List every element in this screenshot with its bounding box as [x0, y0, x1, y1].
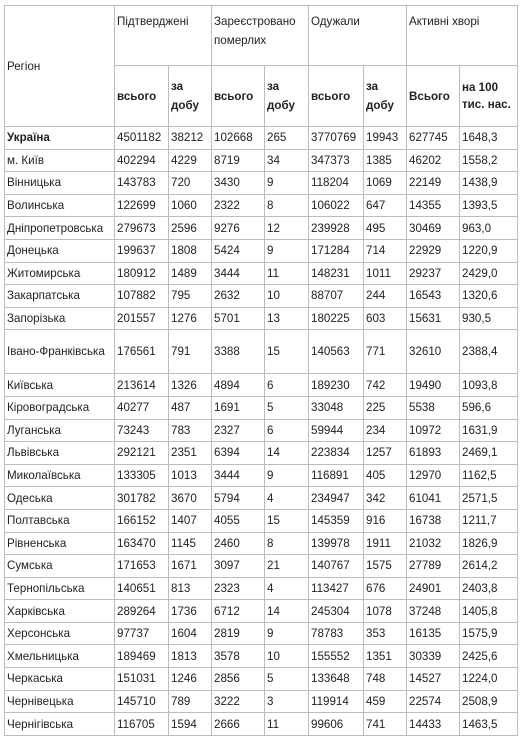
- value-cell: 1558,2: [460, 149, 518, 172]
- value-cell: 1463,5: [460, 713, 518, 736]
- table-row: [5, 285, 518, 308]
- value-cell: 133305: [115, 464, 169, 487]
- value-cell: 8: [265, 532, 309, 555]
- value-cell: 289264: [115, 600, 169, 623]
- value-cell: 113427: [309, 577, 364, 600]
- value-cell: 1594: [169, 713, 212, 736]
- value-cell: 21032: [407, 532, 460, 555]
- header-confirmed-total: всього: [115, 66, 169, 127]
- region-cell: Хмельницька: [5, 645, 115, 668]
- value-cell: 292121: [115, 442, 169, 465]
- value-cell: 1393,5: [460, 194, 518, 217]
- value-cell: 714: [364, 239, 407, 262]
- value-cell: 9: [265, 239, 309, 262]
- value-cell: 813: [169, 577, 212, 600]
- value-cell: 27789: [407, 555, 460, 578]
- value-cell: 742: [364, 374, 407, 397]
- value-cell: 353: [364, 622, 407, 645]
- value-cell: 145710: [115, 690, 169, 713]
- value-cell: 118204: [309, 172, 364, 195]
- table-row: [5, 600, 518, 623]
- region-cell: Харківська: [5, 600, 115, 623]
- value-cell: 789: [169, 690, 212, 713]
- value-cell: 1808: [169, 239, 212, 262]
- header-recovered-total: всього: [309, 66, 364, 127]
- value-cell: 32610: [407, 330, 460, 374]
- value-cell: 647: [364, 194, 407, 217]
- value-cell: 2856: [212, 668, 265, 691]
- region-cell: Дніпропетровська: [5, 217, 115, 240]
- value-cell: 3670: [169, 487, 212, 510]
- value-cell: 22149: [407, 172, 460, 195]
- region-cell: Сумська: [5, 555, 115, 578]
- value-cell: 19943: [364, 127, 407, 150]
- value-cell: 963,0: [460, 217, 518, 240]
- region-cell: Запорізька: [5, 307, 115, 330]
- value-cell: 5538: [407, 396, 460, 419]
- value-cell: 3097: [212, 555, 265, 578]
- header-confirmed-per-day: за добу: [169, 66, 212, 127]
- value-cell: 171284: [309, 239, 364, 262]
- value-cell: 145359: [309, 509, 364, 532]
- region-cell: Волинська: [5, 194, 115, 217]
- value-cell: 107882: [115, 285, 169, 308]
- value-cell: 15: [265, 330, 309, 374]
- value-cell: 459: [364, 690, 407, 713]
- value-cell: 2403,8: [460, 577, 518, 600]
- table-row: [5, 532, 518, 555]
- value-cell: 6394: [212, 442, 265, 465]
- value-cell: 2351: [169, 442, 212, 465]
- value-cell: 342: [364, 487, 407, 510]
- value-cell: 1011: [364, 262, 407, 285]
- region-cell: Рівненська: [5, 532, 115, 555]
- value-cell: 59944: [309, 419, 364, 442]
- value-cell: 1813: [169, 645, 212, 668]
- value-cell: 4229: [169, 149, 212, 172]
- value-cell: 180912: [115, 262, 169, 285]
- value-cell: 61041: [407, 487, 460, 510]
- value-cell: 10972: [407, 419, 460, 442]
- value-cell: 301782: [115, 487, 169, 510]
- value-cell: 189230: [309, 374, 364, 397]
- value-cell: 14433: [407, 713, 460, 736]
- value-cell: 771: [364, 330, 407, 374]
- value-cell: 16543: [407, 285, 460, 308]
- value-cell: 741: [364, 713, 407, 736]
- value-cell: 155552: [309, 645, 364, 668]
- region-cell: Чернівецька: [5, 690, 115, 713]
- value-cell: 1013: [169, 464, 212, 487]
- value-cell: 15: [265, 509, 309, 532]
- table-row: [5, 555, 518, 578]
- table-row: [5, 690, 518, 713]
- value-cell: 3444: [212, 464, 265, 487]
- value-cell: 2323: [212, 577, 265, 600]
- value-cell: 6: [265, 419, 309, 442]
- value-cell: 1224,0: [460, 668, 518, 691]
- value-cell: 73243: [115, 419, 169, 442]
- value-cell: 2666: [212, 713, 265, 736]
- value-cell: 199637: [115, 239, 169, 262]
- value-cell: 1246: [169, 668, 212, 691]
- region-cell: Закарпатська: [5, 285, 115, 308]
- region-cell: Миколаївська: [5, 464, 115, 487]
- value-cell: 5: [265, 668, 309, 691]
- value-cell: 2469,1: [460, 442, 518, 465]
- value-cell: 791: [169, 330, 212, 374]
- value-cell: 1145: [169, 532, 212, 555]
- value-cell: 234947: [309, 487, 364, 510]
- value-cell: 2388,4: [460, 330, 518, 374]
- value-cell: 795: [169, 285, 212, 308]
- value-cell: 2614,2: [460, 555, 518, 578]
- value-cell: 8719: [212, 149, 265, 172]
- value-cell: 1069: [364, 172, 407, 195]
- value-cell: 14: [265, 442, 309, 465]
- table-row: [5, 194, 518, 217]
- header-deaths-per-day: за добу: [265, 66, 309, 127]
- value-cell: 4894: [212, 374, 265, 397]
- value-cell: 4501182: [115, 127, 169, 150]
- table-row: [5, 419, 518, 442]
- region-cell: Одеська: [5, 487, 115, 510]
- value-cell: 603: [364, 307, 407, 330]
- value-cell: 1078: [364, 600, 407, 623]
- value-cell: 1438,9: [460, 172, 518, 195]
- value-cell: 2327: [212, 419, 265, 442]
- value-cell: 2425,6: [460, 645, 518, 668]
- value-cell: 245304: [309, 600, 364, 623]
- value-cell: 596,6: [460, 396, 518, 419]
- value-cell: 166152: [115, 509, 169, 532]
- value-cell: 2596: [169, 217, 212, 240]
- value-cell: 38212: [169, 127, 212, 150]
- value-cell: 265: [265, 127, 309, 150]
- region-cell: Івано-Франківська: [5, 330, 115, 374]
- value-cell: 9: [265, 172, 309, 195]
- value-cell: 11: [265, 713, 309, 736]
- value-cell: 8: [265, 194, 309, 217]
- table-row: [5, 127, 518, 150]
- value-cell: 3430: [212, 172, 265, 195]
- value-cell: 1257: [364, 442, 407, 465]
- value-cell: 30339: [407, 645, 460, 668]
- value-cell: 1631,9: [460, 419, 518, 442]
- value-cell: 9276: [212, 217, 265, 240]
- value-cell: 9: [265, 622, 309, 645]
- value-cell: 720: [169, 172, 212, 195]
- value-cell: 148231: [309, 262, 364, 285]
- value-cell: 2322: [212, 194, 265, 217]
- value-cell: 6: [265, 374, 309, 397]
- value-cell: 405: [364, 464, 407, 487]
- table-row: [5, 149, 518, 172]
- value-cell: 140767: [309, 555, 364, 578]
- value-cell: 3770769: [309, 127, 364, 150]
- value-cell: 163470: [115, 532, 169, 555]
- value-cell: 487: [169, 396, 212, 419]
- region-cell: Полтавська: [5, 509, 115, 532]
- value-cell: 1648,3: [460, 127, 518, 150]
- table-row: [5, 374, 518, 397]
- value-cell: 201557: [115, 307, 169, 330]
- region-cell: Тернопільська: [5, 577, 115, 600]
- table-row: [5, 577, 518, 600]
- value-cell: 1220,9: [460, 239, 518, 262]
- value-cell: 10: [265, 285, 309, 308]
- value-cell: 3: [265, 690, 309, 713]
- value-cell: 1060: [169, 194, 212, 217]
- value-cell: 6712: [212, 600, 265, 623]
- value-cell: 2460: [212, 532, 265, 555]
- value-cell: 4: [265, 577, 309, 600]
- value-cell: 37248: [407, 600, 460, 623]
- value-cell: 16135: [407, 622, 460, 645]
- value-cell: 213614: [115, 374, 169, 397]
- value-cell: 748: [364, 668, 407, 691]
- value-cell: 5794: [212, 487, 265, 510]
- value-cell: 239928: [309, 217, 364, 240]
- value-cell: 1489: [169, 262, 212, 285]
- value-cell: 19490: [407, 374, 460, 397]
- value-cell: 14: [265, 600, 309, 623]
- value-cell: 627745: [407, 127, 460, 150]
- value-cell: 176561: [115, 330, 169, 374]
- header-active: Активні хворі: [407, 6, 518, 66]
- value-cell: 180225: [309, 307, 364, 330]
- value-cell: 40277: [115, 396, 169, 419]
- table-row: [5, 396, 518, 419]
- value-cell: 279673: [115, 217, 169, 240]
- value-cell: 225: [364, 396, 407, 419]
- table-row: [5, 487, 518, 510]
- value-cell: 34: [265, 149, 309, 172]
- header-recovered-per-day: за добу: [364, 66, 407, 127]
- table-row: [5, 262, 518, 285]
- value-cell: 2429,0: [460, 262, 518, 285]
- value-cell: 10: [265, 645, 309, 668]
- value-cell: 1351: [364, 645, 407, 668]
- region-cell: Луганська: [5, 419, 115, 442]
- table-row: [5, 645, 518, 668]
- value-cell: 151031: [115, 668, 169, 691]
- value-cell: 12970: [407, 464, 460, 487]
- value-cell: 676: [364, 577, 407, 600]
- header-recovered: Одужали: [309, 6, 407, 66]
- header-active-total: Всього: [407, 66, 460, 127]
- region-cell: Вінницька: [5, 172, 115, 195]
- value-cell: 116891: [309, 464, 364, 487]
- covid-region-table: [4, 5, 518, 736]
- value-cell: 1671: [169, 555, 212, 578]
- value-cell: 16738: [407, 509, 460, 532]
- value-cell: 9: [265, 464, 309, 487]
- value-cell: 2571,5: [460, 487, 518, 510]
- value-cell: 78783: [309, 622, 364, 645]
- region-cell: Київська: [5, 374, 115, 397]
- value-cell: 1093,8: [460, 374, 518, 397]
- value-cell: 2819: [212, 622, 265, 645]
- value-cell: 46202: [407, 149, 460, 172]
- table-row: [5, 217, 518, 240]
- value-cell: 1911: [364, 532, 407, 555]
- value-cell: 3388: [212, 330, 265, 374]
- value-cell: 1604: [169, 622, 212, 645]
- value-cell: 88707: [309, 285, 364, 308]
- value-cell: 2508,9: [460, 690, 518, 713]
- value-cell: 99606: [309, 713, 364, 736]
- value-cell: 1407: [169, 509, 212, 532]
- value-cell: 14355: [407, 194, 460, 217]
- value-cell: 13: [265, 307, 309, 330]
- value-cell: 119914: [309, 690, 364, 713]
- value-cell: 1575,9: [460, 622, 518, 645]
- value-cell: 5701: [212, 307, 265, 330]
- region-cell: Донецька: [5, 239, 115, 262]
- value-cell: 1162,5: [460, 464, 518, 487]
- value-cell: 102668: [212, 127, 265, 150]
- value-cell: 4: [265, 487, 309, 510]
- value-cell: 3444: [212, 262, 265, 285]
- value-cell: 1211,7: [460, 509, 518, 532]
- value-cell: 4055: [212, 509, 265, 532]
- value-cell: 5: [265, 396, 309, 419]
- value-cell: 22574: [407, 690, 460, 713]
- value-cell: 116705: [115, 713, 169, 736]
- value-cell: 21: [265, 555, 309, 578]
- region-cell: Львівська: [5, 442, 115, 465]
- value-cell: 402294: [115, 149, 169, 172]
- value-cell: 15631: [407, 307, 460, 330]
- value-cell: 3222: [212, 690, 265, 713]
- value-cell: 133648: [309, 668, 364, 691]
- value-cell: 1385: [364, 149, 407, 172]
- value-cell: 1691: [212, 396, 265, 419]
- value-cell: 189469: [115, 645, 169, 668]
- region-cell: Україна: [5, 127, 115, 150]
- value-cell: 122699: [115, 194, 169, 217]
- value-cell: 1326: [169, 374, 212, 397]
- table-row: [5, 172, 518, 195]
- header-confirmed: Підтверджені: [115, 6, 212, 66]
- value-cell: 12: [265, 217, 309, 240]
- table-row: [5, 509, 518, 532]
- value-cell: 495: [364, 217, 407, 240]
- table-body: [5, 127, 518, 736]
- region-cell: Черкаська: [5, 668, 115, 691]
- value-cell: 244: [364, 285, 407, 308]
- value-cell: 61893: [407, 442, 460, 465]
- region-cell: Чернігівська: [5, 713, 115, 736]
- header-deaths: Зареєстровано померлих: [212, 6, 309, 66]
- value-cell: 171653: [115, 555, 169, 578]
- value-cell: 139978: [309, 532, 364, 555]
- value-cell: 223834: [309, 442, 364, 465]
- table-row: [5, 464, 518, 487]
- value-cell: 29237: [407, 262, 460, 285]
- value-cell: 347373: [309, 149, 364, 172]
- value-cell: 1736: [169, 600, 212, 623]
- value-cell: 930,5: [460, 307, 518, 330]
- value-cell: 916: [364, 509, 407, 532]
- table-row: [5, 239, 518, 262]
- value-cell: 1575: [364, 555, 407, 578]
- value-cell: 1405,8: [460, 600, 518, 623]
- table-row: [5, 668, 518, 691]
- value-cell: 97737: [115, 622, 169, 645]
- value-cell: 2632: [212, 285, 265, 308]
- value-cell: 30469: [407, 217, 460, 240]
- region-cell: м. Київ: [5, 149, 115, 172]
- table-row: [5, 307, 518, 330]
- value-cell: 140651: [115, 577, 169, 600]
- value-cell: 783: [169, 419, 212, 442]
- table-row: [5, 622, 518, 645]
- value-cell: 106022: [309, 194, 364, 217]
- value-cell: 24901: [407, 577, 460, 600]
- value-cell: 5424: [212, 239, 265, 262]
- value-cell: 1320,6: [460, 285, 518, 308]
- table-row: [5, 442, 518, 465]
- value-cell: 33048: [309, 396, 364, 419]
- value-cell: 22929: [407, 239, 460, 262]
- value-cell: 14527: [407, 668, 460, 691]
- value-cell: 140563: [309, 330, 364, 374]
- value-cell: 1826,9: [460, 532, 518, 555]
- table-row: [5, 330, 518, 374]
- region-cell: Херсонська: [5, 622, 115, 645]
- header-region: Регіон: [5, 6, 115, 127]
- value-cell: 3578: [212, 645, 265, 668]
- header-active-per-100k: на 100 тис. нас.: [460, 66, 518, 127]
- value-cell: 11: [265, 262, 309, 285]
- value-cell: 234: [364, 419, 407, 442]
- header-deaths-total: всього: [212, 66, 265, 127]
- region-cell: Житомирська: [5, 262, 115, 285]
- value-cell: 1276: [169, 307, 212, 330]
- value-cell: 143783: [115, 172, 169, 195]
- region-cell: Кіровоградська: [5, 396, 115, 419]
